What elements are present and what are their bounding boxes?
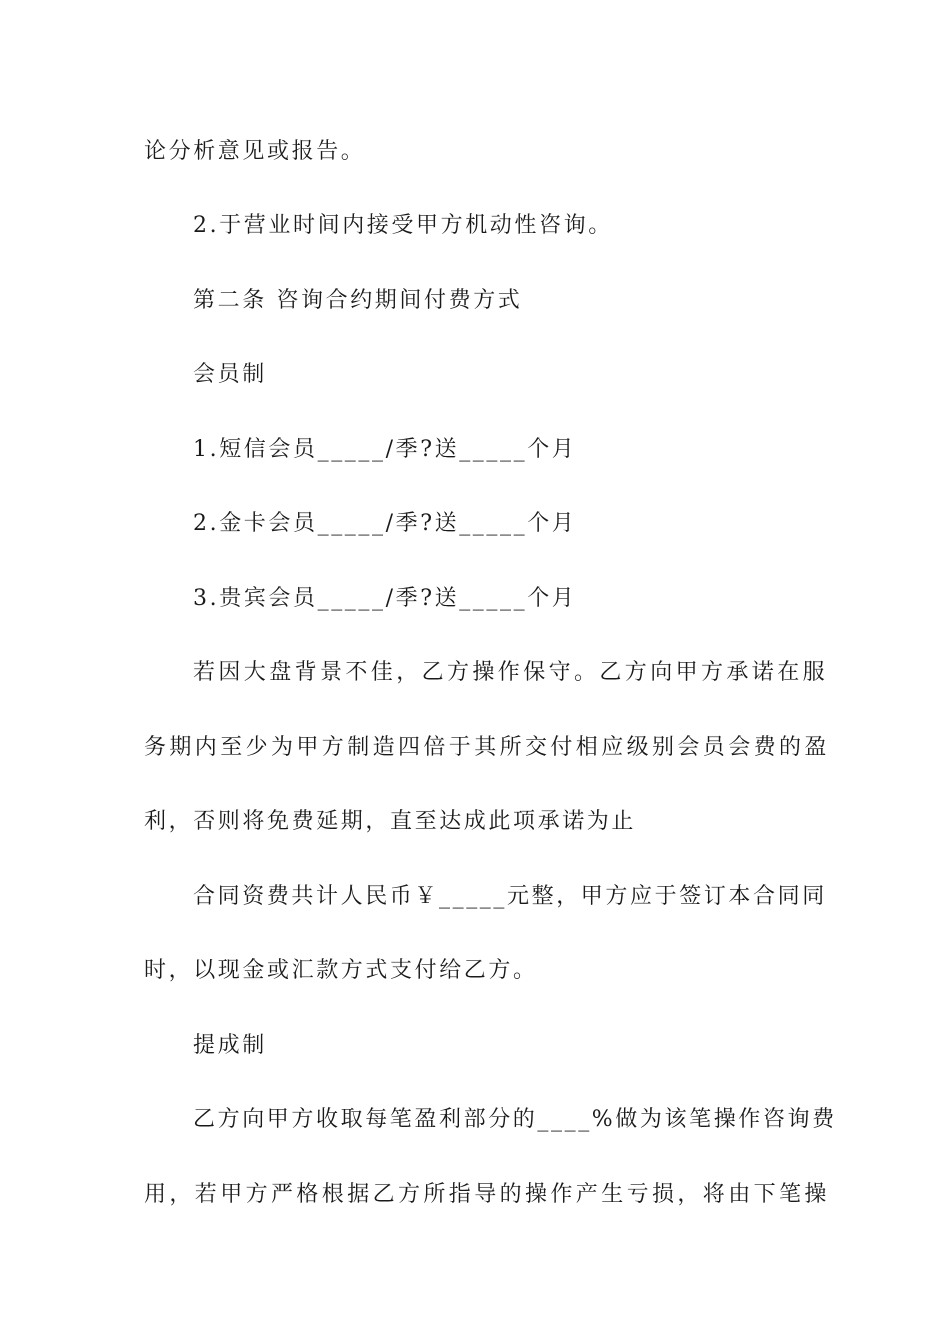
text-line: 务期内至少为甲方制造四倍于其所交付相应级别会员会费的盈 — [144, 735, 830, 760]
text-line: 时，以现金或汇款方式支付给乙方。 — [144, 958, 538, 983]
section-heading: 第二条 咨询合约期间付费方式 — [193, 288, 523, 313]
text-line: 乙方向甲方收取每笔盈利部分的____%做为该笔操作咨询费 — [193, 1107, 837, 1132]
text-line: 若因大盘背景不佳，乙方操作保守。乙方向甲方承诺在服 — [193, 660, 829, 685]
list-item: 2.金卡会员_____/季?送_____个月 — [193, 511, 577, 536]
list-item: 3.贵宾会员_____/季?送_____个月 — [193, 586, 577, 611]
text-line: 利，否则将免费延期，直至达成此项承诺为止 — [144, 809, 637, 834]
list-item: 1.短信会员_____/季?送_____个月 — [193, 437, 577, 462]
subheading: 会员制 — [193, 362, 267, 387]
text-line: 2.于营业时间内接受甲方机动性咨询。 — [193, 213, 613, 238]
subheading: 提成制 — [193, 1033, 267, 1058]
text-line: 用，若甲方严格根据乙方所指导的操作产生亏损，将由下笔操 — [144, 1182, 830, 1207]
text-line: 论分析意见或报告。 — [144, 139, 366, 164]
text-line: 合同资费共计人民币￥_____元整，甲方应于签订本合同同 — [193, 884, 827, 909]
